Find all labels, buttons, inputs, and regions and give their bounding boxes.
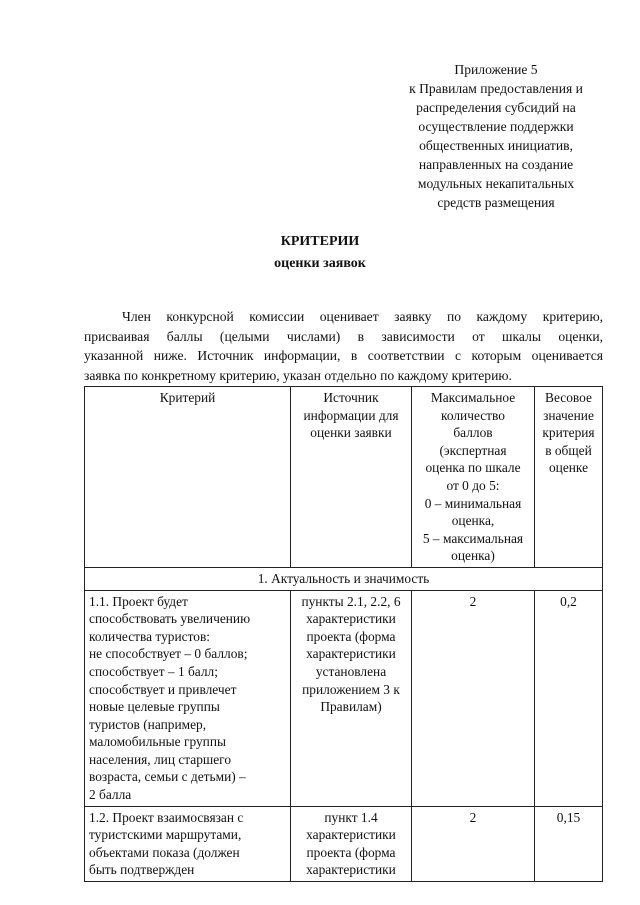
source-cell: пункт 1.4 характеристики проекта (форма характеристики <box>291 806 412 881</box>
intro-line: указанной ниже. Источник информации, в соответствии с которым оценивается <box>84 348 603 363</box>
header-weight: Весовое значение критерия в общей оценке <box>535 387 603 568</box>
intro-line: Член конкурсной комиссии оценивает заявку по каждому критерию, <box>122 309 603 324</box>
table-header-row <box>85 387 603 568</box>
header-max-score: Максимальное количество баллов (экспертная оценка по шкале от 0 до 5: 0 – минимальная оценка, 5 – максимальная оценка) <box>412 387 535 568</box>
section-row <box>85 567 603 590</box>
weight-cell: 0,15 <box>535 806 603 881</box>
intro-paragraph <box>84 307 603 385</box>
appendix-line: средств размещения <box>437 195 555 210</box>
header-source: Источник информации для оценки заявки <box>291 387 412 568</box>
appendix-line: направленных на создание <box>418 157 574 172</box>
intro-line: присваивая баллы (целыми числами) в зависимости от шкалы оценки, <box>84 328 603 344</box>
appendix-note <box>378 60 614 212</box>
intro-line: заявка по конкретному критерию, указан отдельно по каждому критерию. <box>84 367 512 383</box>
document-title: КРИТЕРИИ <box>280 234 360 249</box>
appendix-line: Приложение 5 <box>454 62 538 77</box>
table-row <box>85 590 603 806</box>
appendix-line: распределения субсидий на <box>416 100 576 115</box>
weight-cell: 0,2 <box>535 590 603 806</box>
section-heading: 1. Актуальность и значимость <box>85 567 603 590</box>
appendix-line: общественных инициатив, <box>419 138 573 153</box>
table-row <box>85 806 603 881</box>
header-criterion: Критерий <box>85 387 291 568</box>
criterion-cell: 1.2. Проект взаимосвязан с туристскими маршрутами, объектами показа (должен быть подтвержден <box>85 806 291 881</box>
max-score-cell: 2 <box>412 806 535 881</box>
source-cell: пункты 2.1, 2.2, 6 характеристики проекта (форма характеристики установлена приложением 3 к Правилам) <box>291 590 412 806</box>
criteria-table <box>84 386 603 882</box>
appendix-line: к Правилам предоставления и <box>409 81 583 96</box>
document-subtitle: оценки заявок <box>274 256 366 271</box>
appendix-line: осуществление поддержки <box>418 119 574 134</box>
appendix-line: модульных некапитальных <box>417 176 575 191</box>
criterion-cell: 1.1. Проект будет способствовать увеличению количества туристов: не способствует – 0 баллов; способствует – 1 балл; способствует и привлечет новые целевые группы туристов (например, маломобильные группы населения, лиц старшего возраста, семьи с детьми) – 2 балла <box>85 590 291 806</box>
max-score-cell: 2 <box>412 590 535 806</box>
